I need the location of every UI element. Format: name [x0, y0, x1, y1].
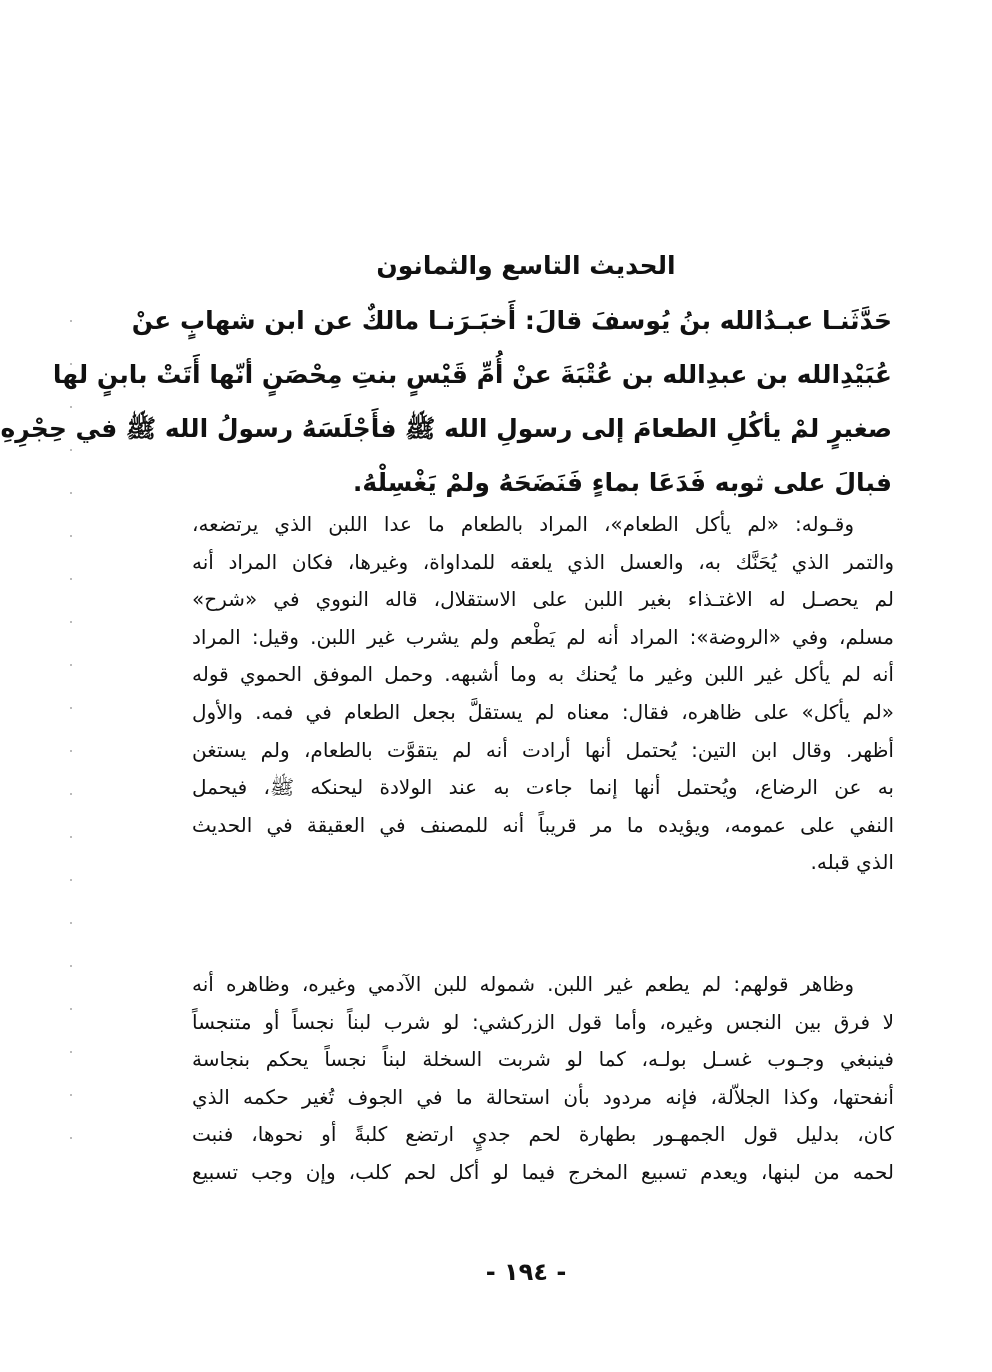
- commentary-line: لحمه من لبنها، ويعدم تسبيع المخرج فيما لو أكل لحم كلب، وإن وجب تسبيع: [192, 1159, 894, 1184]
- commentary-line: أظهر. وقال ابن التين: يُحتمل أنها أرادت أنه لم يتقوَّت بالطعام، ولم يستغن: [192, 737, 894, 762]
- hadith-text: [0, 294, 892, 510]
- page-number: - ١٩٤ -: [485, 1258, 567, 1286]
- margin-scan-marks: [60, 320, 72, 1300]
- commentary-line: والتمر الذي يُحَنَّك به، والعسل الذي يلعقه للمداواة، وغيرها، فكان المراد أنه: [192, 549, 894, 574]
- commentary-line: لا فرق بين النجس وغيره، وأما قول الزركشي: لو شرب لبناً نجساً أو متنجساً: [192, 1009, 894, 1034]
- commentary-paragraph-1: [192, 506, 894, 882]
- hadith-title: الحديث التاسع والثمانون: [376, 251, 676, 280]
- commentary-line: أنه لم يأكل غير اللبن وغير ما يُحنك به وما أشبهه. وحمل الموفق الحموي قوله: [192, 662, 894, 687]
- commentary-line: وقـوله: «لم يأكل الطعام»، المراد بالطعام ما عدا اللبن الذي يرتضعه،: [192, 512, 854, 536]
- commentary-line: به عن الرضاع، ويُحتمل أنها إنما جاءت به عند الولادة ليحنكه ﷺ، فيحمل: [192, 775, 894, 800]
- commentary-line: أنفحتها، وكذا الجلاّلة، فإنه مردود بأن استحالة ما في الجوف تُغير حكمه الذي: [192, 1084, 894, 1109]
- hadith-line: عُبَيْدِالله بن عبدِالله بن عُتْبَةَ عنْ أُمِّ قَيْسٍ بنتِ مِحْصَنٍ أنّها أَتَتْ بابنٍ لها: [52, 360, 892, 389]
- commentary-line: لم يحصـل له الاغتـذاء بغير اللبن على الاستقلال، قاله النووي في «شرح»: [192, 587, 894, 612]
- hadith-line: فبالَ على ثوبه فَدَعَا بماءٍ فَنَضَحَهُ ولمْ يَغْسِلْهُ.: [352, 468, 892, 497]
- hadith-line: حَدَّثَنـا عبـدُالله بنُ يُوسفَ قالَ: أَخبَـرَنـا مالكٌ عن ابن شهابٍ عنْ: [131, 306, 892, 335]
- commentary-paragraph-2: [192, 966, 894, 1192]
- commentary-line: «لم يأكل» على ظاهره، فقال: معناه لم يستقلَّ بجعل الطعام في فمه. والأول: [192, 699, 894, 724]
- commentary-line: وظاهر قولهم: لم يطعم غير اللبن. شموله للبن الآدمي وغيره، وظاهره أنه: [192, 972, 854, 996]
- commentary-line: فينبغي وجـوب غسـل بولـه، كما لو شربت السخلة لبناً نجساً يحكم بنجاسة: [192, 1047, 894, 1072]
- commentary-line: كان، بدليل قول الجمهـور بطهارة لحم جديٍ ارتضع كلبةً أو نحوها، فنبت: [192, 1122, 894, 1147]
- commentary-line: مسلم، وفي «الروضة»: المراد أنه لم يَطْعم ولم يشرب غير اللبن. وقيل: المراد: [192, 624, 894, 649]
- commentary-line: النفي على عمومه، ويؤيده ما مر قريباً أنه للمصنف في العقيقة في الحديث: [192, 812, 894, 837]
- hadith-line: صغيرٍ لمْ يأكُلِ الطعامَ إلى رسولِ الله ﷺ فأَجْلَسَهُ رسولُ الله ﷺ في حِجْرِهِ: [0, 414, 892, 443]
- commentary-line: الذي قبله.: [810, 850, 894, 875]
